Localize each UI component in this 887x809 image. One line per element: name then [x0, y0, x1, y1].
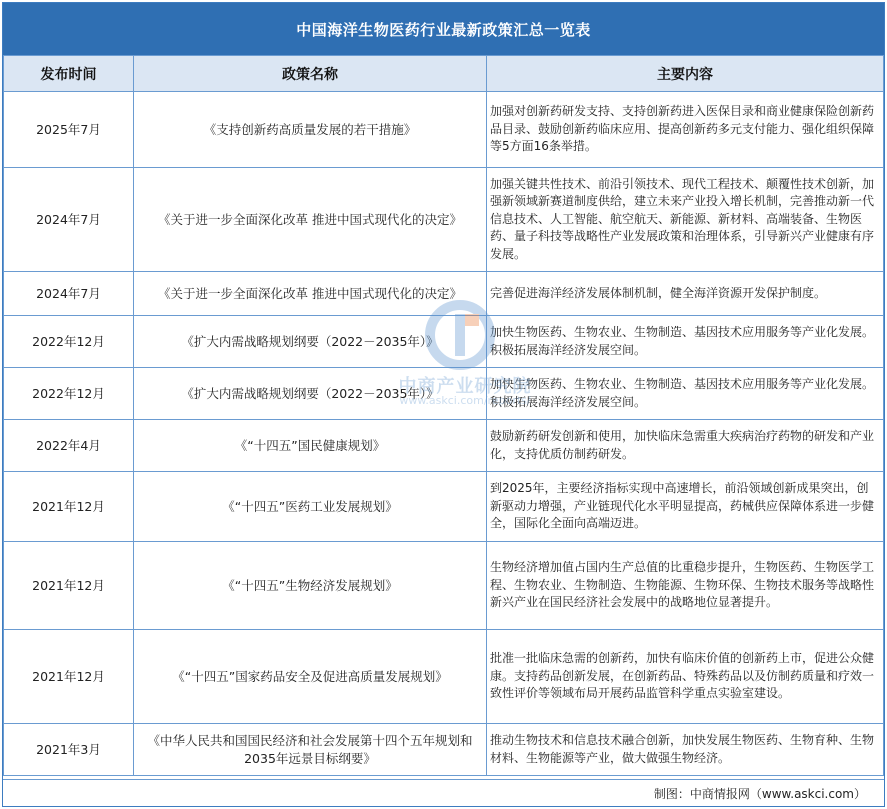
header-policy-name: 政策名称 [134, 56, 487, 92]
header-date: 发布时间 [4, 56, 134, 92]
cell-content: 加快生物医药、生物农业、生物制造、基因技术应用服务等产业化发展。积极拓展海洋经济发展空间。 [487, 368, 884, 420]
cell-policy-name: 《“十四五”生物经济发展规划》 [134, 542, 487, 630]
cell-policy-name: 《关于进一步全面深化改革 推进中国式现代化的决定》 [134, 272, 487, 316]
cell-policy-name: 《扩大内需战略规划纲要（2022－2035年）》 [134, 316, 487, 368]
cell-content: 推动生物技术和信息技术融合创新，加快发展生物医药、生物育种、生物材料、生物能源等产业，做大做强生物经济。 [487, 724, 884, 776]
cell-date: 2022年4月 [4, 420, 134, 472]
cell-content: 鼓励新药研发创新和使用，加快临床急需重大疾病治疗药物的研发和产业化，支持优质仿制药研发。 [487, 420, 884, 472]
table-row [4, 168, 884, 272]
table-row [4, 368, 884, 420]
cell-date: 2021年12月 [4, 542, 134, 630]
table-title: 中国海洋生物医药行业最新政策汇总一览表 [3, 3, 884, 55]
cell-policy-name: 《支持创新药高质量发展的若干措施》 [134, 92, 487, 168]
cell-policy-name: 《中华人民共和国国民经济和社会发展第十四个五年规划和2035年远景目标纲要》 [134, 724, 487, 776]
table-row [4, 724, 884, 776]
cell-content: 批准一批临床急需的创新药，加快有临床价值的创新药上市，促进公众健康。支持药品创新发展，在创新药品、特殊药品以及仿制药质量和疗效一致性评价等领域布局开展药品监管科学重点实验室建设。 [487, 630, 884, 724]
cell-policy-name: 《扩大内需战略规划纲要（2022－2035年）》 [134, 368, 487, 420]
cell-date: 2025年7月 [4, 92, 134, 168]
cell-date: 2021年3月 [4, 724, 134, 776]
cell-content: 完善促进海洋经济发展体制机制，健全海洋资源开发保护制度。 [487, 272, 884, 316]
policy-table-container [2, 2, 885, 807]
cell-policy-name: 《关于进一步全面深化改革 推进中国式现代化的决定》 [134, 168, 487, 272]
cell-content: 到2025年，主要经济指标实现中高速增长，前沿领域创新成果突出，创新驱动力增强，产业链现代化水平明显提高，药械供应保障体系进一步健全，国际化全面向高端迈进。 [487, 472, 884, 542]
cell-content: 生物经济增加值占国内生产总值的比重稳步提升，生物医药、生物医学工程、生物农业、生物制造、生物能源、生物环保、生物技术服务等战略性新兴产业在国民经济社会发展中的战略地位显著提升。 [487, 542, 884, 630]
cell-date: 2024年7月 [4, 168, 134, 272]
table-row [4, 630, 884, 724]
table-row [4, 420, 884, 472]
table-row [4, 272, 884, 316]
cell-policy-name: 《“十四五”国家药品安全及促进高质量发展规划》 [134, 630, 487, 724]
table-row [4, 92, 884, 168]
cell-date: 2021年12月 [4, 472, 134, 542]
cell-date: 2024年7月 [4, 272, 134, 316]
policy-table [3, 55, 884, 776]
cell-policy-name: 《“十四五”国民健康规划》 [134, 420, 487, 472]
cell-date: 2021年12月 [4, 630, 134, 724]
header-row [4, 56, 884, 92]
source-footer: 制图：中商情报网（www.askci.com） [3, 779, 884, 806]
watermark-text: 中商产业研究院 [398, 376, 532, 397]
table-row [4, 472, 884, 542]
watermark-url: www.askci.com/reports/ [399, 394, 531, 407]
table-row [4, 316, 884, 368]
cell-policy-name: 《“十四五”医药工业发展规划》 [134, 472, 487, 542]
cell-content: 加快生物医药、生物农业、生物制造、基因技术应用服务等产业化发展。积极拓展海洋经济发展空间。 [487, 316, 884, 368]
cell-content: 加强对创新药研发支持、支持创新药进入医保目录和商业健康保险创新药品目录、鼓励创新药临床应用、提高创新药多元支付能力、强化组织保障等5方面16条举措。 [487, 92, 884, 168]
cell-date: 2022年12月 [4, 368, 134, 420]
table-row [4, 542, 884, 630]
header-content: 主要内容 [487, 56, 884, 92]
cell-date: 2022年12月 [4, 316, 134, 368]
cell-content: 加强关键共性技术、前沿引领技术、现代工程技术、颠覆性技术创新，加强新领域新赛道制度供给，建立未来产业投入增长机制，完善推动新一代信息技术、人工智能、航空航天、新能源、新材料、高端装备、生物医药、量子科技等战略性产业发展政策和治理体系，引导新兴产业健康有序发展。 [487, 168, 884, 272]
